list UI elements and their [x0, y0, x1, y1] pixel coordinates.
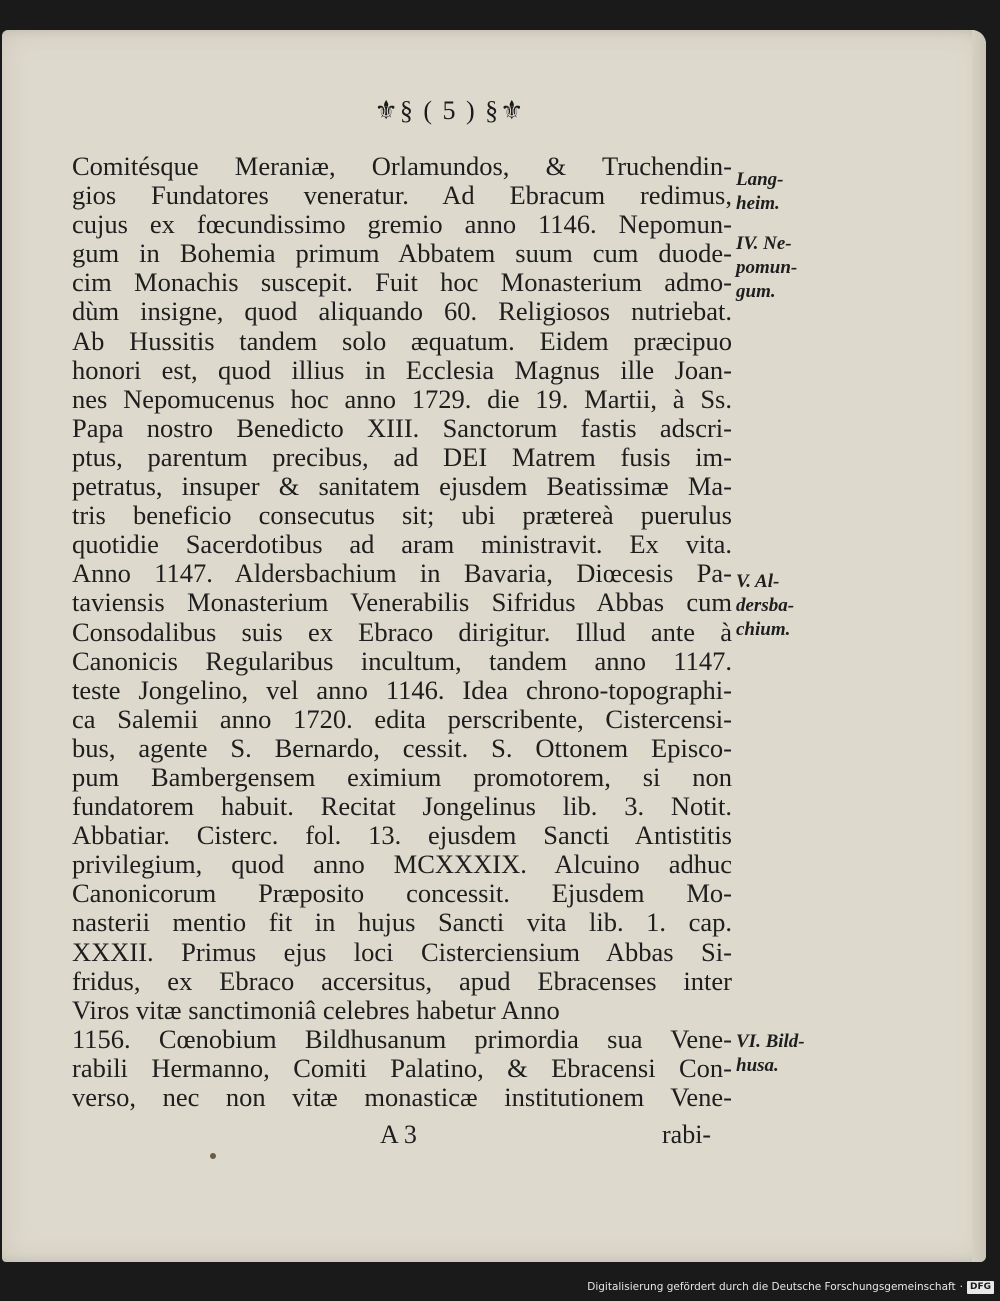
- text-line: fridus, ex Ebraco accersitus, apud Ebracenses inter: [72, 965, 732, 996]
- marginal-line: gum.: [736, 281, 776, 302]
- text-line: gios Fundatores veneratur. Ad Ebracum redimus,: [72, 180, 732, 211]
- text-line: pum Bambergensem eximium promotorem, si non: [72, 761, 732, 792]
- marginal-line: pomun-: [736, 257, 798, 278]
- digitization-credit: [587, 1279, 994, 1295]
- body-text: [72, 152, 732, 1112]
- marginal-line: Lang-: [736, 169, 784, 190]
- text-line: XXXII. Primus ejus loci Cisterciensium Abbas Si-: [72, 936, 732, 967]
- text-line: nes Nepomucenus hoc anno 1729. die 19. Martii, à Ss.: [72, 383, 732, 414]
- text-line: honori est, quod illius in Ecclesia Magnus ille Joan-: [72, 354, 732, 385]
- text-line: petratus, insuper & sanitatem ejusdem Beatissimæ Ma-: [72, 471, 732, 502]
- text-line: taviensis Monasterium Venerabilis Sifridus Abbas cum: [72, 587, 732, 618]
- marginal-line: husa.: [736, 1055, 779, 1076]
- text-line: Canonicorum Præposito concessit. Ejusdem Mo-: [72, 878, 732, 909]
- text-line: ca Salemii anno 1720. edita perscribente, Cistercensi-: [72, 703, 732, 734]
- marginal-line: V. Al-: [736, 571, 780, 592]
- credit-separator: ·: [959, 1281, 963, 1293]
- page-edge: [972, 30, 986, 1262]
- text-line: gum in Bohemia primum Abbatem suum cum duode-: [72, 238, 732, 269]
- text-line: cim Monachis suscepit. Fuit hoc Monasterium admo-: [72, 267, 732, 298]
- marginal-line: chium.: [736, 619, 791, 640]
- marginal-line: IV. Ne-: [736, 233, 792, 254]
- marginal-line: VI. Bild-: [736, 1031, 805, 1052]
- text-line: Canonicis Regularibus incultum, tandem anno 1147.: [72, 645, 732, 676]
- text-line: dùm insigne, quod aliquando 60. Religiosos nutriebat.: [72, 296, 732, 327]
- marginal-line: heim.: [736, 193, 780, 214]
- text-line: rabili Hermanno, Comiti Palatino, & Ebracensi Con-: [72, 1052, 732, 1083]
- paper-spot: [210, 1153, 216, 1159]
- text-line: Ab Hussitis tandem solo æquatum. Eidem præcipuo: [72, 325, 732, 356]
- text-line: Anno 1147. Aldersbachium in Bavaria, Diœcesis Pa-: [72, 558, 732, 589]
- text-line: quotidie Sacerdotibus ad aram ministravit. Ex vita.: [72, 529, 732, 560]
- marginal-note-bildhusa: [736, 1030, 836, 1078]
- text-line: bus, agente S. Bernardo, cessit. S. Ottonem Episco-: [72, 732, 732, 763]
- marginal-note-aldersbachium: [736, 570, 836, 642]
- text-line: verso, nec non vitæ monasticæ institutionem Vene-: [72, 1082, 732, 1112]
- text-line: fundatorem habuit. Recitat Jongelinus lib. 3. Notit.: [72, 791, 732, 822]
- page-header: ⚜§ ( 5 ) §⚜: [374, 96, 526, 125]
- text-line: Abbatiar. Cisterc. fol. 13. ejusdem Sancti Antistitis: [72, 820, 732, 851]
- text-line: Papa nostro Benedicto XIII. Sanctorum fastis adscri-: [72, 412, 732, 443]
- dfg-logo-icon: DFG: [967, 1281, 994, 1294]
- text-line: Consodalibus suis ex Ebraco dirigitur. Illud ante à: [72, 616, 732, 647]
- signature-mark: A 3: [380, 1120, 417, 1149]
- text-line: tris beneficio consecutus sit; ubi prætereà puerulus: [72, 500, 732, 531]
- text-line: cujus ex fœcundissimo gremio anno 1146. Nepomun-: [72, 209, 732, 240]
- text-line: 1156. Cœnobium Bildhusanum primordia sua Vene-: [72, 1023, 732, 1054]
- text-line: ptus, parentum precibus, ad DEI Matrem fusis im-: [72, 441, 732, 472]
- text-line: nasterii mentio fit in hujus Sancti vita lib. 1. cap.: [72, 907, 732, 938]
- catchword: rabi-: [662, 1120, 712, 1149]
- text-line: privilegium, quod anno MCXXXIX. Alcuino adhuc: [72, 849, 732, 880]
- marginal-note-langheim: [736, 168, 836, 216]
- text-line: Comitésque Meraniæ, Orlamundos, & Truchendin-: [72, 151, 732, 181]
- marginal-line: dersba-: [736, 595, 795, 616]
- text-line: teste Jongelino, vel anno 1146. Idea chrono-topographi-: [72, 674, 732, 705]
- marginal-note-nepomungum: [736, 232, 836, 304]
- text-line: Viros vitæ sanctimoniâ celebres habetur Anno: [72, 994, 560, 1025]
- credit-text: Digitalisierung gefördert durch die Deutsche Forschungsgemeinschaft: [587, 1281, 956, 1293]
